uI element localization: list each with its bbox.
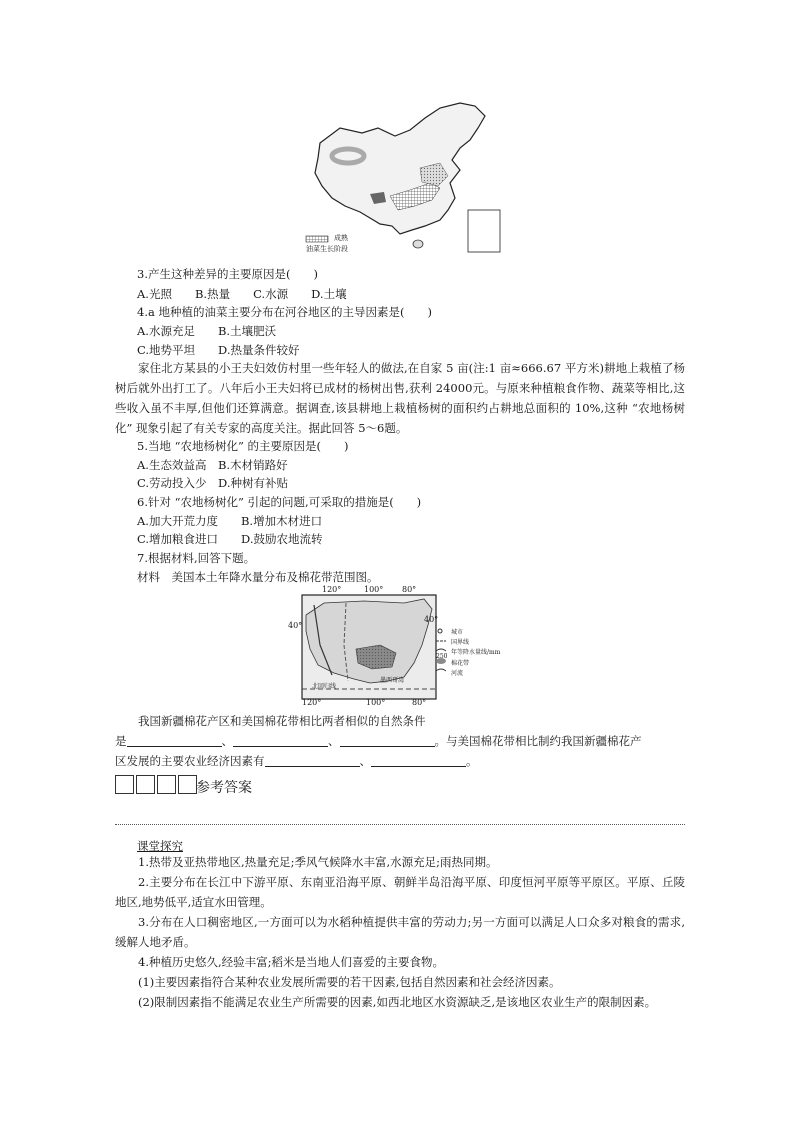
separator-2: 、 <box>328 734 340 748</box>
legend-swatch-mature <box>306 236 328 242</box>
south-sea-inset <box>468 210 500 252</box>
gulf-of-mexico-label: 墨西哥湾 <box>380 677 405 684</box>
question-5-options-cd: C.劳动投入少 D.种树有补贴 <box>137 476 289 490</box>
china-outline <box>315 103 485 234</box>
answer-blank-2[interactable] <box>233 734 328 747</box>
material-caption: 材料 美国本土年降水量分布及棉花带范围图。 <box>137 570 379 584</box>
question-3-options: A.光照 B.热量 C.水源 D.土壤 <box>137 287 347 301</box>
legend-isohyet-value: 250 <box>436 653 448 660</box>
heading-box <box>115 775 134 794</box>
heading-box <box>178 775 197 794</box>
question-6-options-ab: A.加大开荒力度 B.增加木材进口 <box>137 514 323 528</box>
heading-box <box>136 775 155 794</box>
question-7-text-c: 。与美国棉花带相比制约我国新疆棉花产 <box>434 734 642 748</box>
question-4: 4.a 地种植的油菜主要分布在河谷地区的主导因素是( ) <box>137 305 432 319</box>
question-7: 7.根据材料,回答下题。 <box>137 551 256 565</box>
legend-isohyet-symbol <box>436 649 446 651</box>
china-map-svg <box>300 98 505 256</box>
question-5: 5.当地 “农地杨树化” 的主要原因是( ) <box>137 439 349 453</box>
answer-2: 2.主要分布在长江中下游平原、东南亚沿海平原、朝鲜半岛沿海平原、印度恒河平原等平原区。平原、丘陵地区,地势低平,适宜水田管理。 <box>115 875 685 909</box>
lon-120-top: 120° <box>322 585 342 594</box>
lat-40-right: 40° <box>424 615 439 624</box>
question-7-text-d: 区发展的主要农业经济因素有 <box>115 754 265 768</box>
question-7-line-2 <box>115 731 685 751</box>
legend-city: 城市 <box>451 629 464 636</box>
answer-blank-3[interactable] <box>340 734 435 747</box>
passage-farmland-poplar: 家住北方某县的小王夫妇效仿村里一些年轻人的做法,在自家 5 亩(注:1 亩≈666.67 平方米)耕地上栽植了杨树后就外出打工了。八年后小王夫妇将已成材的杨树出售,获利 24000元。与原来种植粮食作物、蔬菜等相比,这些收入虽不丰厚,但他们还算满意。据调查,该县耕地上栽植杨树的面积约占耕地总面积的 10%,这种 “农地杨树化” 现象引起了有关专家的高度关注。据此回答 5～6题。 <box>115 361 685 435</box>
answer-blank-1[interactable] <box>127 734 222 747</box>
answers-heading: 参考答案 <box>196 780 252 796</box>
china-map-legend-bottom: 油菜生长阶段 <box>306 245 348 253</box>
heading-box <box>157 775 176 794</box>
answer-4-1: (1)主要因素指符合某种农业发展所需要的若干因素,包括自然因素和社会经济因素。 <box>138 975 561 989</box>
question-5-options-ab: A.生态效益高 B.木材销路好 <box>137 458 288 472</box>
question-4-options-cd: C.地势平坦 D.热量条件较好 <box>137 343 300 357</box>
question-6: 6.针对 “农地杨树化” 引起的问题,可采取的措施是( ) <box>137 495 422 509</box>
lon-100-bottom: 100° <box>366 698 386 707</box>
lon-100-top: 100° <box>364 585 384 594</box>
lon-80-top: 80° <box>402 585 417 594</box>
legend-isohyet: 年等降水量线/mm <box>451 649 501 656</box>
legend-river: 河流 <box>451 670 464 677</box>
answer-4-2: (2)限制因素指不能满足农业生产所需要的因素,如西北地区水资源缺乏,是该地区农业生产的限制因素。 <box>138 995 657 1009</box>
answer-1: 1.热带及亚热带地区,热量充足;季风气候降水丰富,水源充足;雨热同期。 <box>138 855 498 869</box>
legend-border: 国界线 <box>451 639 470 646</box>
lon-80-bottom: 80° <box>412 698 427 707</box>
question-6-options-cd: C.增加粮食进口 D.鼓励农地流转 <box>137 532 323 546</box>
china-map-legend-top: 成熟 <box>334 234 348 242</box>
legend-river-symbol <box>436 669 446 671</box>
question-3: 3.产生这种差异的主要原因是( ) <box>137 267 318 281</box>
question-7-line-3 <box>115 751 685 771</box>
heading-boxes <box>115 775 199 794</box>
answer-4: 4.种植历史悠久,经验丰富;稻米是当地人们喜爱的主要食物。 <box>138 955 444 969</box>
answer-blank-4[interactable] <box>265 754 360 767</box>
legend-cotton: 棉花带 <box>451 660 470 667</box>
hainan-island <box>413 240 423 248</box>
lon-120-bottom: 120° <box>302 698 322 707</box>
section-title: 课堂探究 <box>137 839 183 853</box>
legend-city-symbol <box>438 629 442 633</box>
answer-3: 3.分布在人口稠密地区,一方面可以为水稻种植提供丰富的劳动力;另一方面可以满足人口众多对粮食的需求,缓解人地矛盾。 <box>115 915 685 949</box>
separator-3: 、 <box>359 754 371 768</box>
question-4-options-ab: A.水源充足 B.土壤肥沃 <box>137 324 277 338</box>
usa-precipitation-cotton-map <box>284 585 510 707</box>
lat-40-left: 40° <box>288 621 303 630</box>
question-7-prefix: 是 <box>115 734 127 748</box>
section-divider <box>115 824 685 825</box>
answer-blank-5[interactable] <box>371 754 466 767</box>
question-7-end: 。 <box>466 754 478 768</box>
question-7-text-a: 我国新疆棉花产区和美国棉花带相比两者相似的自然条件 <box>138 714 426 728</box>
china-rapeseed-map <box>300 98 505 256</box>
separator-1: 、 <box>221 734 233 748</box>
tropic-label: 北回归线 <box>312 683 337 690</box>
